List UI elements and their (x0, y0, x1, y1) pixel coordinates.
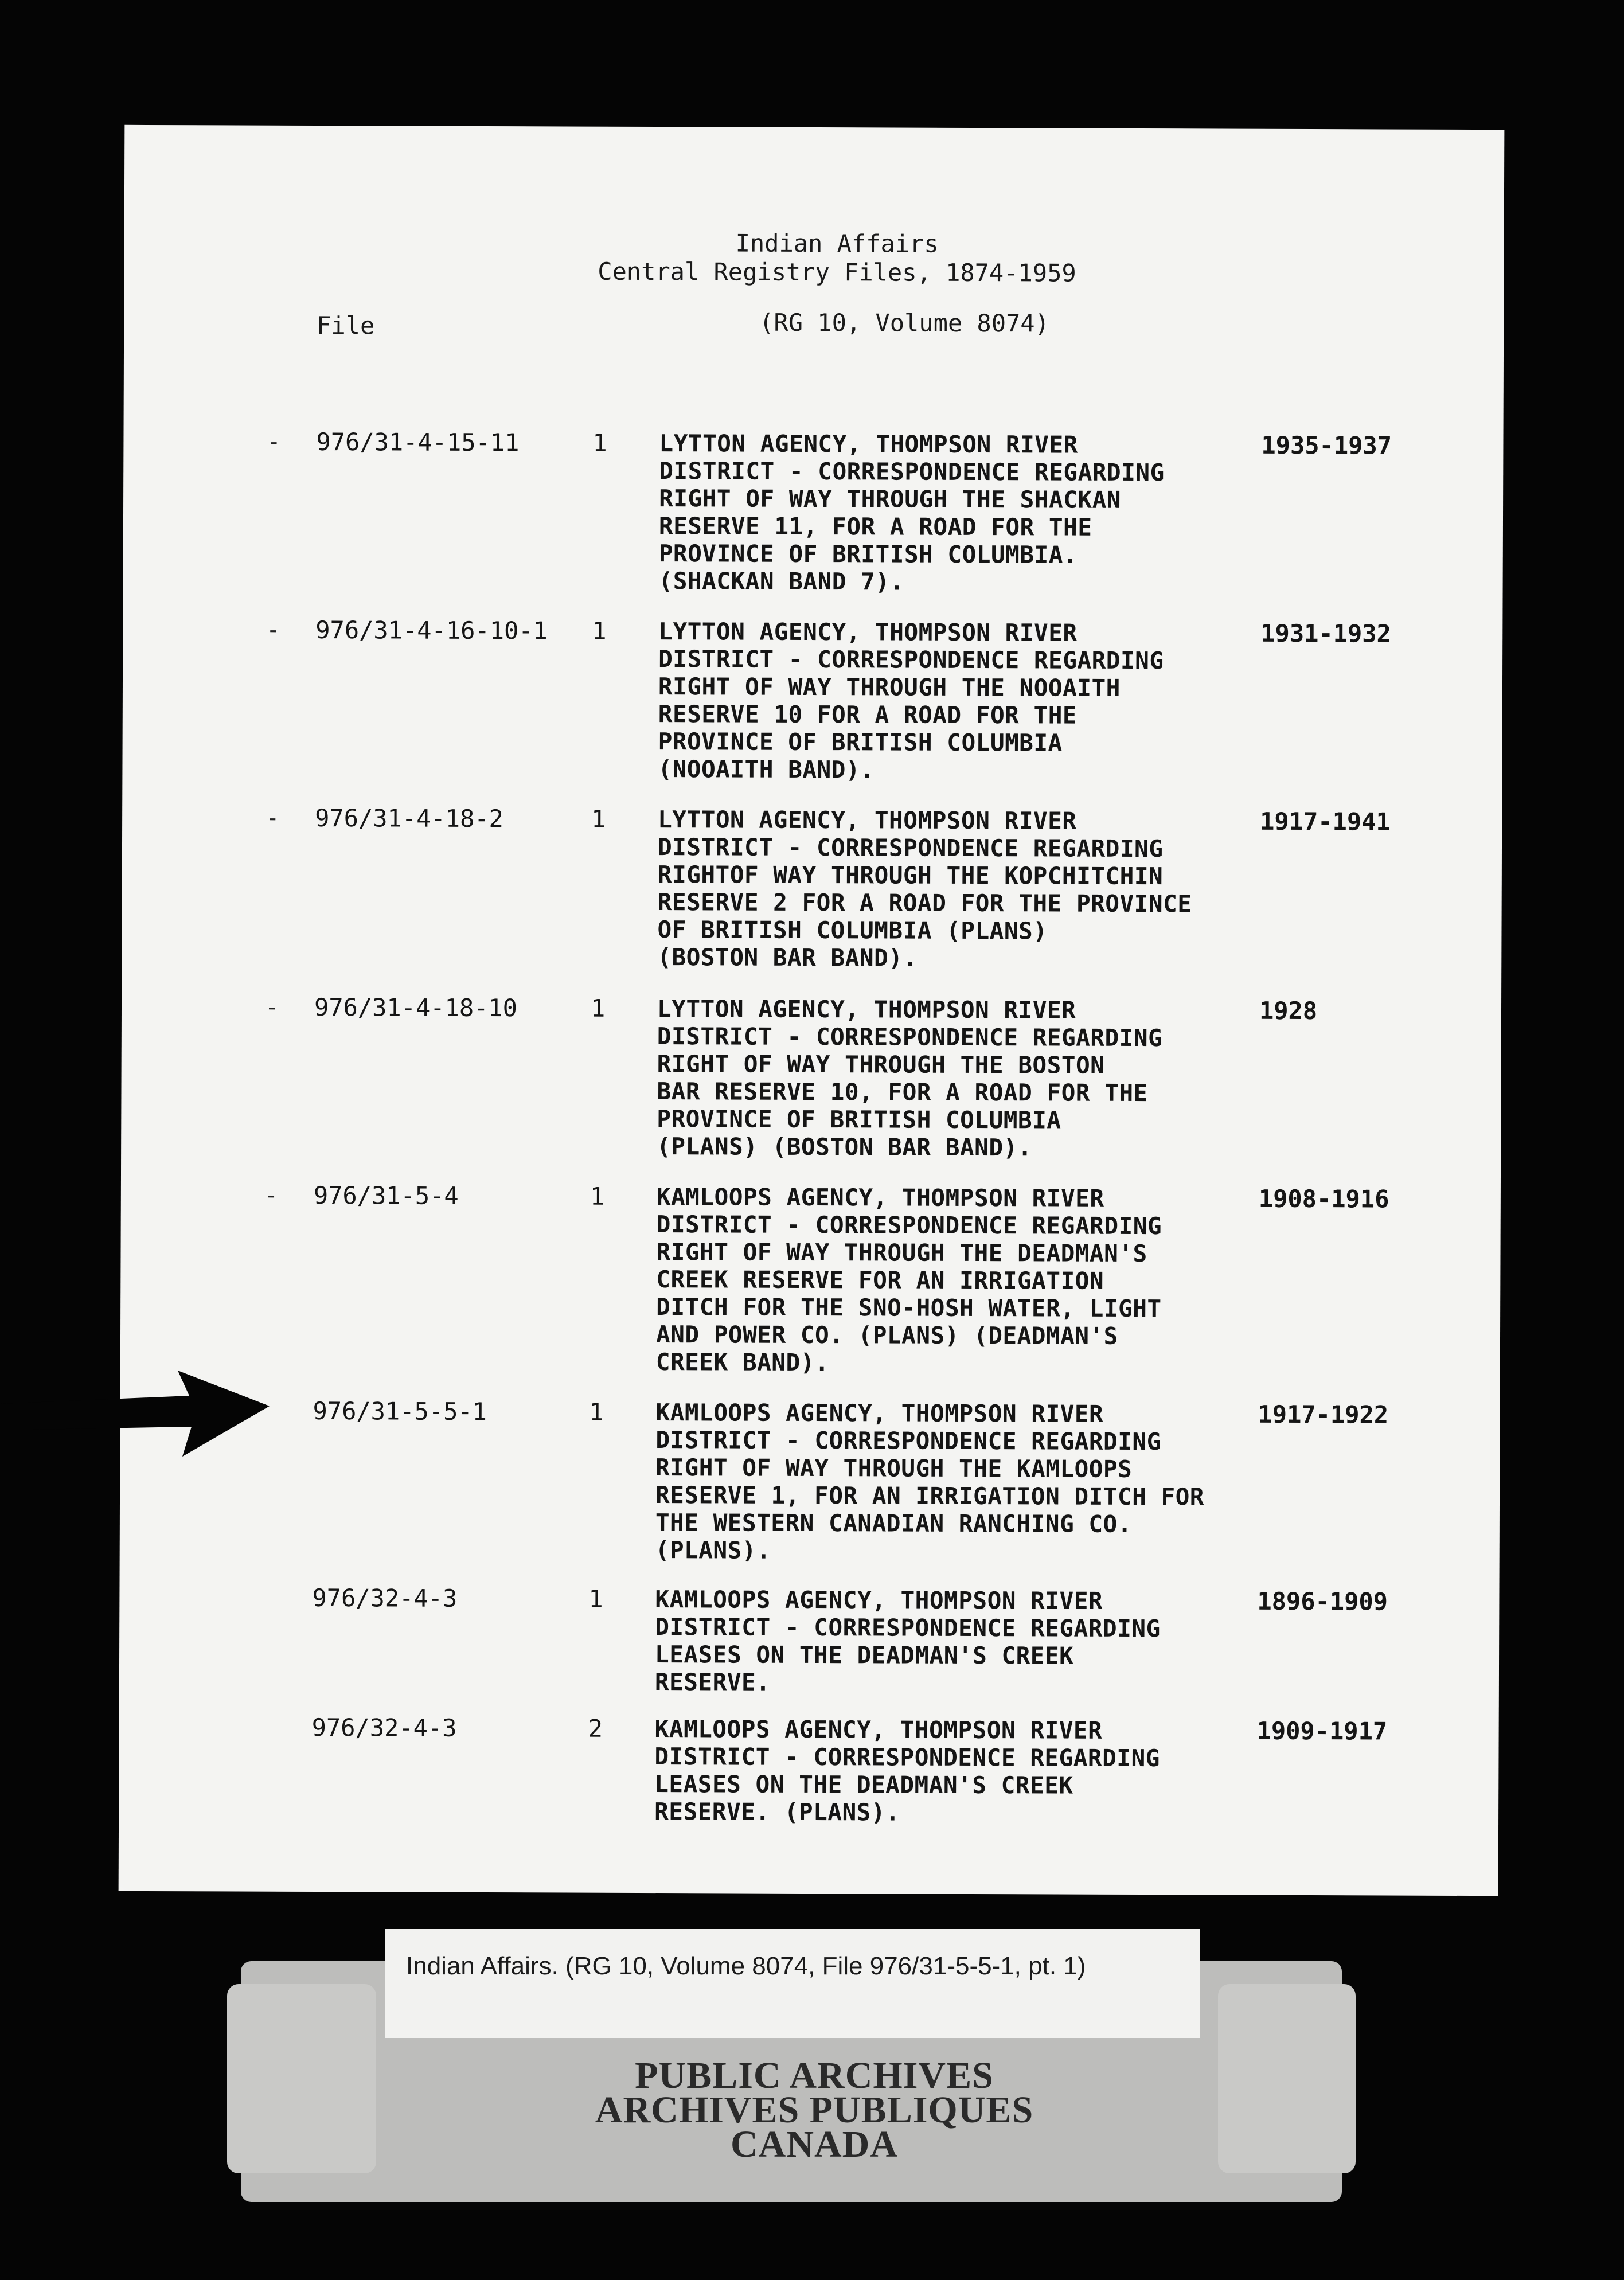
file-list (119, 125, 1505, 1896)
caption-text: Indian Affairs. (RG 10, Volume 8074, File 976/31-5-5-1, pt. 1) (406, 1952, 1086, 1980)
margin-mark: - (264, 994, 279, 1021)
stamp-line-2: ARCHIVES PUBLIQUES (595, 2089, 1034, 2131)
date-range: 1917-1941 (1260, 807, 1391, 836)
document-page (119, 125, 1505, 1896)
date-range: 1917-1922 (1258, 1400, 1389, 1429)
volume-label: (RG 10, Volume 8074) (759, 308, 1050, 338)
page-title: Indian Affairs (735, 229, 939, 258)
margin-mark: - (266, 805, 280, 831)
part-number: 1 (590, 994, 606, 1022)
mount-tab-left (227, 1984, 376, 2173)
part-number: 1 (592, 428, 607, 457)
file-column-label: File (317, 311, 375, 340)
stamp-line-1: PUBLIC ARCHIVES (635, 2055, 994, 2096)
part-number: 1 (591, 805, 606, 833)
part-number: 1 (588, 1584, 603, 1613)
part-number: 1 (592, 616, 607, 645)
date-range: 1931-1932 (1260, 619, 1391, 648)
date-range: 1908-1916 (1258, 1184, 1389, 1213)
file-number: 976/31-4-18-10 (314, 993, 518, 1022)
part-number: 1 (590, 1182, 605, 1211)
file-description: KAMLOOPS AGENCY, THOMPSON RIVER DISTRICT - CORRESPONDENCE REGARDING LEASES ON THE DEADMAN'S CREEK RESERVE. (PLANS). (654, 1715, 1160, 1826)
list-item (120, 1583, 1500, 1696)
file-description: LYTTON AGENCY, THOMPSON RIVER DISTRICT - CORRESPONDENCE REGARDING RIGHT OF WAY THROUGH THE NOOAITH RESERVE 10 FOR A ROAD FOR THE PROVINCE OF BRITISH COLUMBIA (NOOAITH BAND). (658, 618, 1164, 784)
caption-label (385, 1929, 1200, 2038)
margin-mark: - (267, 428, 281, 455)
margin-mark: - (264, 1182, 279, 1209)
date-range: 1935-1937 (1261, 431, 1392, 460)
file-description: KAMLOOPS AGENCY, THOMPSON RIVER DISTRICT - CORRESPONDENCE REGARDING RIGHT OF WAY THROUGH THE KAMLOOPS RESERVE 1, FOR AN IRRIGATION DITCH FOR THE WESTERN CANADIAN RANCHING CO. (PLANS). (655, 1399, 1205, 1564)
archives-stamp (573, 2055, 1055, 2165)
file-number: 976/31-5-5-1 (313, 1396, 487, 1426)
file-description: LYTTON AGENCY, THOMPSON RIVER DISTRICT - CORRESPONDENCE REGARDING RIGHT OF WAY THROUGH THE BOSTON BAR RESERVE 10, FOR A ROAD FOR THE PROVINCE OF BRITISH COLUMBIA (PLANS) (BOSTON BAR BAND). (657, 995, 1163, 1162)
date-range: 1909-1917 (1256, 1716, 1388, 1746)
list-item (120, 1396, 1500, 1564)
date-range: 1896-1909 (1257, 1587, 1388, 1616)
stamp-line-3: CANADA (731, 2123, 898, 2165)
file-description: KAMLOOPS AGENCY, THOMPSON RIVER DISTRICT - CORRESPONDENCE REGARDING LEASES ON THE DEADMAN'S CREEK RESERVE. (654, 1586, 1161, 1696)
list-item (121, 1181, 1501, 1377)
file-number: 976/31-5-4 (313, 1181, 459, 1210)
file-number: 976/32-4-3 (312, 1583, 458, 1613)
file-description: LYTTON AGENCY, THOMPSON RIVER DISTRICT - CORRESPONDENCE REGARDING RIGHT OF WAY THROUGH THE SHACKAN RESERVE 11, FOR A ROAD FOR THE PROVINCE OF BRITISH COLUMBIA. (SHACKAN BAND 7). (658, 430, 1165, 596)
file-number: 976/31-4-16-10-1 (315, 615, 548, 645)
page-subtitle: Central Registry Files, 1874-1959 (598, 257, 1076, 287)
file-number: 976/32-4-3 (311, 1713, 457, 1742)
list-item (122, 993, 1501, 1162)
list-item (123, 615, 1502, 784)
arrow-right-icon (0, 1371, 270, 1457)
list-item (122, 803, 1502, 972)
date-range: 1928 (1259, 996, 1318, 1025)
part-number: 1 (589, 1397, 604, 1426)
part-number: 2 (588, 1714, 603, 1743)
mount-tab-right (1218, 1984, 1356, 2173)
file-number: 976/31-4-18-2 (315, 803, 503, 833)
list-item (124, 427, 1504, 596)
file-description: LYTTON AGENCY, THOMPSON RIVER DISTRICT - CORRESPONDENCE REGARDING RIGHTOF WAY THROUGH THE KOPCHITCHIN RESERVE 2 FOR A ROAD FOR THE PROVINCE OF BRITISH COLUMBIA (PLANS) (BOSTON BAR BAND). (657, 806, 1192, 972)
margin-mark: - (266, 616, 280, 643)
file-number: 976/31-4-15-11 (316, 427, 520, 457)
file-description: KAMLOOPS AGENCY, THOMPSON RIVER DISTRICT - CORRESPONDENCE REGARDING RIGHT OF WAY THROUGH THE DEADMAN'S CREEK RESERVE FOR AN IRRIGATION DITCH FOR THE SNO-HOSH WATER, LIGHT AND POWER CO. (PLANS) (DEADMAN'S CREEK BAND). (655, 1183, 1162, 1377)
list-item (119, 1713, 1499, 1826)
